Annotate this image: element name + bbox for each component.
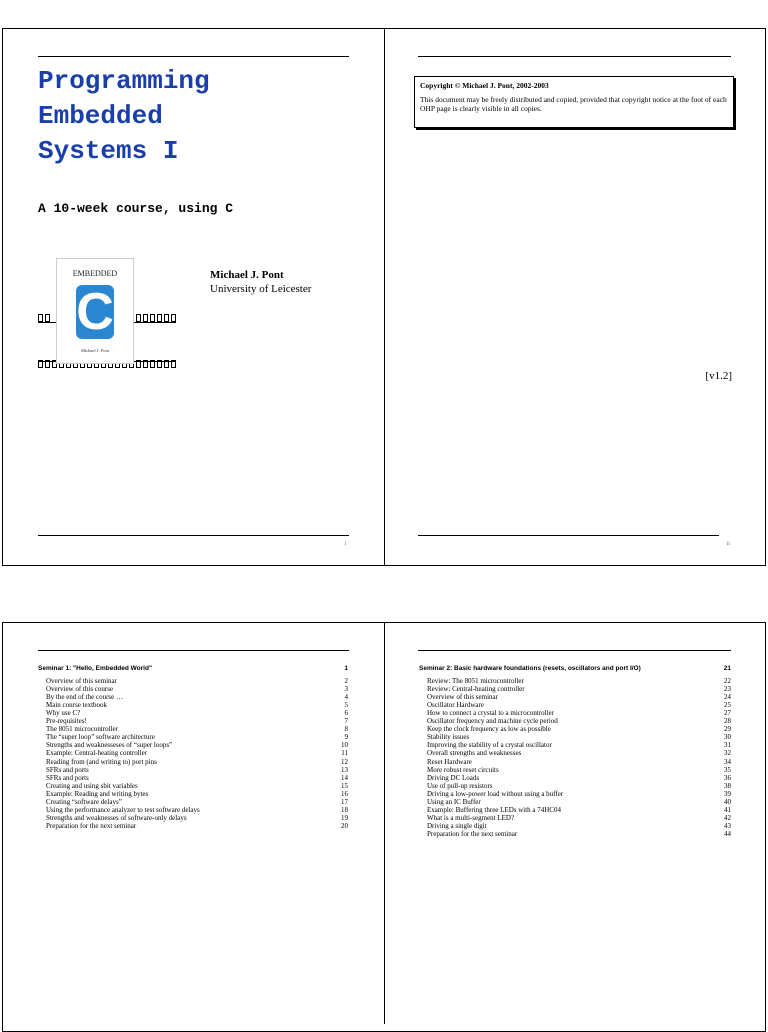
toc-entry — [38, 693, 348, 701]
toc-heading — [419, 665, 731, 673]
toc-entry-title: Driving a single digit — [427, 821, 487, 830]
chip-pins-left — [38, 314, 50, 322]
slide1-page-number: i — [345, 542, 347, 547]
toc-entry-page: 32 — [724, 749, 731, 758]
slide1-subtitle: A 10-week course, using C — [38, 201, 234, 216]
toc-entry-title: Preparation for the next seminar — [46, 821, 137, 830]
toc-entry — [419, 693, 731, 701]
toc-entry — [419, 709, 731, 717]
book-cover-image — [38, 256, 178, 372]
toc-entry-page: 6 — [344, 709, 348, 718]
toc-entry-page: 44 — [724, 829, 731, 838]
toc-heading-page: 21 — [723, 665, 731, 672]
toc-entry — [419, 741, 731, 749]
toc-entry — [38, 685, 348, 693]
seminar2-toc — [419, 665, 731, 838]
toc-entry-title: By the end of the course … — [46, 693, 123, 702]
toc-entry-title: Oscillator Hardware — [427, 701, 484, 710]
toc-entry-page: 36 — [724, 773, 731, 782]
slide2-bottom-rule — [418, 535, 719, 536]
toc-entries — [38, 677, 348, 830]
toc-entry-page: 42 — [724, 813, 731, 822]
version-label: [v1.2] — [705, 370, 732, 382]
slide1-title — [38, 64, 210, 169]
toc-entry — [38, 798, 348, 806]
toc-entry-title: Creating “software delays” — [46, 797, 122, 806]
toc-entry — [419, 733, 731, 741]
toc-entry-title: SFRs and ports — [46, 773, 89, 782]
toc-entry-page: 17 — [341, 797, 348, 806]
title-line-3: Systems I — [38, 136, 179, 166]
author-name: Michael J. Pont — [210, 269, 284, 281]
toc-entry-title: Overview of this seminar — [427, 693, 498, 702]
slide3-top-rule — [38, 650, 349, 651]
copyright-heading: Copyright © Michael J. Pont, 2002-2003 — [420, 81, 549, 90]
toc-entry-page: 4 — [344, 693, 348, 702]
toc-entry-page: 40 — [724, 797, 731, 806]
toc-entry-title: Example: Reading and writing bytes — [46, 789, 149, 798]
toc-entry-page: 7 — [344, 717, 348, 726]
toc-entry-page: 30 — [724, 733, 731, 742]
slide2-top-rule — [418, 56, 731, 57]
author-institution: University of Leicester — [210, 283, 312, 295]
toc-entry-page: 38 — [724, 781, 731, 790]
toc-entry-page: 43 — [724, 821, 731, 830]
toc-entry-page: 18 — [341, 805, 348, 814]
toc-entry-page: 5 — [344, 701, 348, 710]
toc-entry-page: 9 — [344, 733, 348, 742]
toc-entry-page: 12 — [341, 757, 348, 766]
toc-entry — [38, 814, 348, 822]
title-line-1: Programming — [38, 66, 210, 96]
toc-entry-title: Reading from (and writing to) port pins — [46, 757, 157, 766]
toc-entry — [38, 701, 348, 709]
bottom-sheet-divider — [384, 622, 385, 1024]
toc-entry — [419, 830, 731, 838]
toc-entry — [419, 782, 731, 790]
toc-entry — [419, 806, 731, 814]
toc-entry-page: 31 — [724, 741, 731, 750]
toc-entry — [38, 774, 348, 782]
slide1-bottom-rule — [38, 535, 349, 536]
toc-entry-page: 15 — [341, 781, 348, 790]
toc-entry-title: Strengths and weaknesses of software-only delays — [46, 813, 187, 822]
toc-entry — [38, 766, 348, 774]
cover-title: EMBEDDED — [72, 269, 118, 278]
toc-entry — [38, 741, 348, 749]
toc-entry-title: More robust reset circuits — [427, 765, 499, 774]
toc-entry-page: 19 — [341, 813, 348, 822]
cover-author: Michael J. Pont — [80, 348, 110, 353]
toc-entry — [38, 806, 348, 814]
toc-entry — [419, 798, 731, 806]
toc-heading-page: 1 — [344, 665, 348, 672]
toc-entry-page: 22 — [724, 677, 731, 686]
toc-entry-title: Use of pull-up resistors — [427, 781, 493, 790]
toc-entry — [419, 758, 731, 766]
toc-entry-title: Using an IC Buffer — [427, 797, 481, 806]
toc-entry-title: The 8051 microcontroller — [46, 725, 118, 734]
toc-heading-title: Seminar 1: "Hello, Embedded World" — [38, 665, 153, 672]
toc-entry-page: 20 — [341, 821, 348, 830]
toc-entry — [38, 822, 348, 830]
toc-entry-title: How to connect a crystal to a microcontroller — [427, 709, 554, 718]
toc-entry — [419, 701, 731, 709]
toc-entry — [419, 685, 731, 693]
toc-entry-title: Overview of this seminar — [46, 677, 117, 686]
toc-entry-title: Driving a low-power load without using a buffer — [427, 789, 564, 798]
toc-entry — [38, 677, 348, 685]
toc-entry — [419, 725, 731, 733]
toc-entry-page: 35 — [724, 765, 731, 774]
toc-entry — [419, 822, 731, 830]
toc-entry-page: 41 — [724, 805, 731, 814]
toc-entry-page: 39 — [724, 789, 731, 798]
slide2-page-number: ii — [727, 542, 730, 547]
toc-entry-page: 11 — [341, 749, 348, 758]
toc-entry-title: SFRs and ports — [46, 765, 89, 774]
toc-entry-page: 34 — [724, 757, 731, 766]
toc-entry — [419, 766, 731, 774]
toc-entry-title: Improving the stability of a crystal oscillator — [427, 741, 552, 750]
toc-entry-title: Stability issues — [427, 733, 470, 742]
toc-entry-title: Example: Buffering three LEDs with a 74HC04 — [427, 805, 562, 814]
toc-entry-title: Creating and using sbit variables — [46, 781, 138, 790]
toc-entry-title: Reset Hardware — [427, 757, 472, 766]
toc-entry-title: Oscillator frequency and machine cycle period — [427, 717, 558, 726]
toc-entry — [38, 717, 348, 725]
toc-entry — [38, 733, 348, 741]
toc-entry — [419, 814, 731, 822]
book-cover — [56, 258, 134, 364]
seminar1-toc — [38, 665, 348, 830]
toc-entry-page: 23 — [724, 685, 731, 694]
toc-heading — [38, 665, 348, 673]
toc-entry — [419, 774, 731, 782]
toc-entry-page: 28 — [724, 717, 731, 726]
toc-entry-title: Example: Central-heating controller — [46, 749, 148, 758]
toc-entry-title: Using the performance analyzer to test software delays — [46, 805, 200, 814]
slide4-top-rule — [418, 650, 731, 651]
toc-entry-title: What is a multi-segment LED? — [427, 813, 515, 822]
toc-entry-page: 16 — [341, 789, 348, 798]
toc-entry-title: Main course textbook — [46, 701, 108, 710]
toc-entry-page: 29 — [724, 725, 731, 734]
toc-entry-page: 8 — [344, 725, 348, 734]
toc-entry — [419, 677, 731, 685]
toc-entries — [419, 677, 731, 838]
slide1-top-rule — [38, 56, 349, 57]
toc-entry-title: Driving DC Loads — [427, 773, 480, 782]
toc-entry — [419, 790, 731, 798]
toc-entry-page: 13 — [341, 765, 348, 774]
copyright-box — [414, 76, 734, 128]
toc-entry — [419, 749, 731, 757]
toc-entry — [419, 717, 731, 725]
toc-heading-title: Seminar 2: Basic hardware foundations (resets, oscillators and port I/O) — [419, 665, 641, 672]
toc-entry-title: Why use C? — [46, 709, 81, 718]
toc-entry-page: 27 — [724, 709, 731, 718]
toc-entry-page: 10 — [341, 741, 348, 750]
toc-entry-page: 14 — [341, 773, 348, 782]
toc-entry-title: Review: Central-heating controller — [427, 685, 525, 694]
title-line-2: Embedded — [38, 101, 163, 131]
toc-entry-title: Preparation for the next seminar — [427, 829, 518, 838]
toc-entry-title: Overall strengths and weaknesses — [427, 749, 522, 758]
toc-entry-title: Pre-requisites! — [46, 717, 87, 726]
toc-entry-title: Review: The 8051 microcontroller — [427, 677, 524, 686]
toc-entry-title: Keep the clock frequency as low as possible — [427, 725, 551, 734]
top-sheet-divider — [384, 28, 385, 566]
toc-entry-title: Overview of this course — [46, 685, 114, 694]
toc-entry — [38, 782, 348, 790]
toc-entry-page: 25 — [724, 701, 731, 710]
toc-entry-page: 24 — [724, 693, 731, 702]
toc-entry-title: The “super loop” software architecture — [46, 733, 155, 742]
toc-entry — [38, 709, 348, 717]
copyright-body: This document may be freely distributed and copied, provided that copyright notice at the foot of each OHP page is clearly visible in all copies. — [420, 95, 727, 113]
cover-c-logo: C — [76, 283, 114, 341]
toc-entry — [38, 749, 348, 757]
toc-entry — [38, 758, 348, 766]
toc-entry-title: Strengths and weaknesseses of “super loops” — [46, 741, 173, 750]
toc-entry-page: 2 — [344, 677, 348, 686]
author-block — [210, 268, 311, 296]
toc-entry — [38, 790, 348, 798]
toc-entry-page: 3 — [344, 685, 348, 694]
chip-pins-right — [136, 314, 176, 322]
toc-entry — [38, 725, 348, 733]
